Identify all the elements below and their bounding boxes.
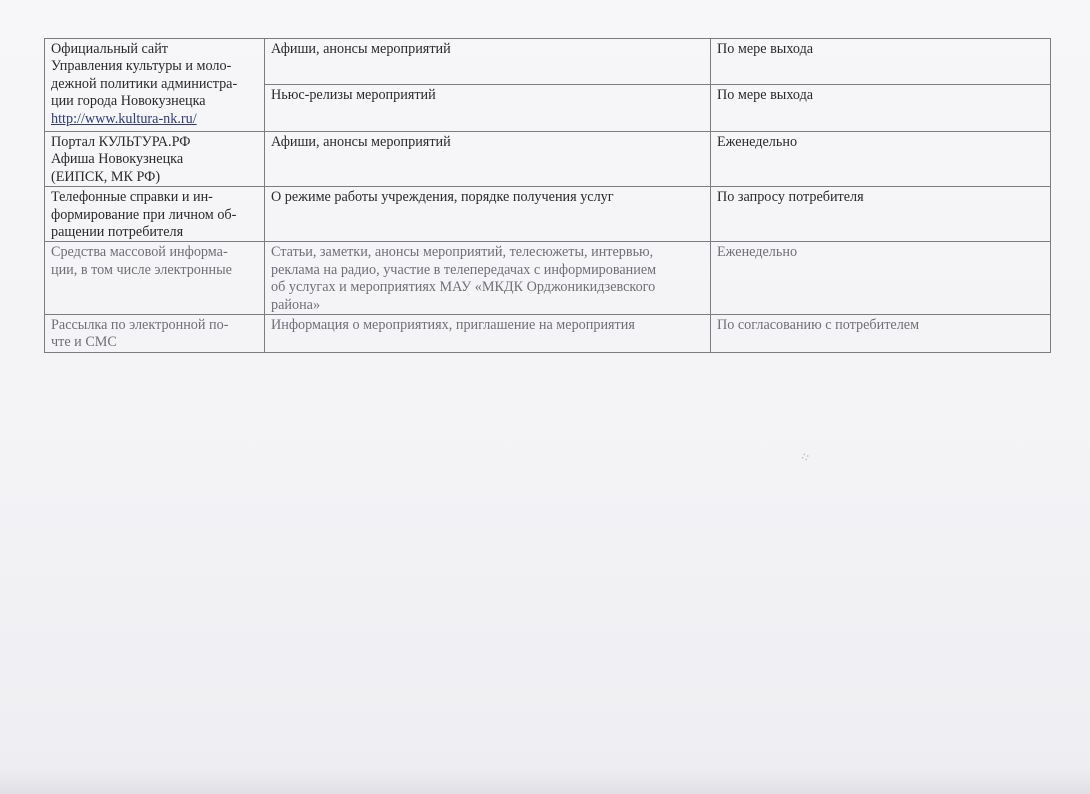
content-cell: Информация о мероприятиях, приглашение на мероприятия bbox=[265, 315, 711, 353]
source-line: Афиша Новокузнецка bbox=[51, 151, 184, 168]
source-cell bbox=[45, 39, 265, 132]
frequency-cell: Еженедельно bbox=[711, 242, 1051, 315]
source-cell bbox=[45, 242, 265, 315]
content-line: об услугах и мероприятиях МАУ «МКДК Орджоникидзевского bbox=[271, 279, 656, 296]
content-line: реклама на радио, участие в телепередачах с информированием bbox=[271, 261, 657, 278]
source-line: Управления культуры и моло- bbox=[51, 58, 232, 75]
content-cell: Ньюс-релизы мероприятий bbox=[265, 85, 711, 132]
content-line: Статьи, заметки, анонсы мероприятий, телесюжеты, интервью, bbox=[271, 244, 654, 261]
information-table bbox=[44, 38, 1051, 353]
content-cell: Афиши, анонсы мероприятий bbox=[265, 132, 711, 187]
source-line: Средства массовой информа- bbox=[51, 244, 228, 261]
scan-speck: ⁘ bbox=[797, 449, 814, 468]
source-line: (ЕИПСК, МК РФ) bbox=[51, 168, 161, 185]
frequency-cell: По мере выхода bbox=[711, 39, 1051, 85]
frequency-cell: По мере выхода bbox=[711, 85, 1051, 132]
source-cell bbox=[45, 187, 265, 242]
source-line: Телефонные справки и ин- bbox=[51, 189, 213, 206]
scan-edge-shadow bbox=[0, 768, 1090, 794]
content-cell bbox=[265, 242, 711, 315]
source-line: чте и СМС bbox=[51, 334, 117, 351]
source-cell bbox=[45, 315, 265, 353]
source-line: ции города Новокузнецка bbox=[51, 93, 206, 110]
content-line: района» bbox=[271, 296, 321, 313]
source-line: ращении потребителя bbox=[51, 224, 184, 241]
content-cell: О режиме работы учреждения, порядке получения услуг bbox=[265, 187, 711, 242]
source-line: Рассылка по электронной по- bbox=[51, 317, 229, 334]
frequency-cell: Еженедельно bbox=[711, 132, 1051, 187]
source-line: дежной политики администра- bbox=[51, 75, 238, 92]
frequency-cell: По запросу потребителя bbox=[711, 187, 1051, 242]
frequency-cell: По согласованию с потребителем bbox=[711, 315, 1051, 353]
source-cell bbox=[45, 132, 265, 187]
website-link[interactable]: http://www.kultura-nk.ru/ bbox=[51, 110, 197, 127]
table-row bbox=[45, 187, 1051, 242]
table-row bbox=[45, 39, 1051, 85]
table-row bbox=[45, 132, 1051, 187]
source-line: Портал КУЛЬТУРА.РФ bbox=[51, 134, 191, 150]
table-row bbox=[45, 315, 1051, 353]
table-row bbox=[45, 242, 1051, 315]
source-line: ции, в том числе электронные bbox=[51, 261, 232, 278]
content-cell: Афиши, анонсы мероприятий bbox=[265, 39, 711, 85]
source-line: Официальный сайт bbox=[51, 41, 169, 57]
source-line: формирование при личном об- bbox=[51, 206, 237, 223]
